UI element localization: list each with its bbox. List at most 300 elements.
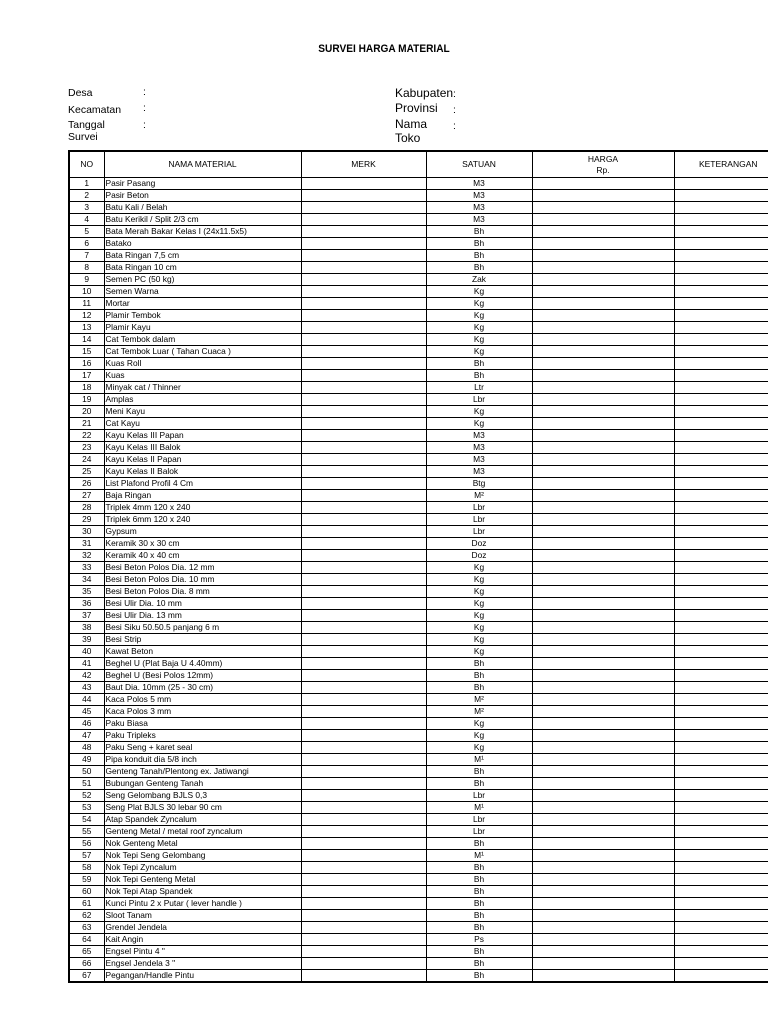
row-merk-cell[interactable] bbox=[301, 670, 426, 682]
row-merk-cell[interactable] bbox=[301, 622, 426, 634]
row-nama-material: Seng Plat BJLS 30 lebar 90 cm bbox=[104, 802, 301, 814]
row-no: 21 bbox=[69, 418, 104, 430]
row-merk-cell[interactable] bbox=[301, 202, 426, 214]
row-keterangan-cell[interactable] bbox=[674, 658, 768, 670]
row-no: 53 bbox=[69, 802, 104, 814]
row-merk-cell[interactable] bbox=[301, 730, 426, 742]
row-satuan: Kg bbox=[426, 598, 532, 610]
row-merk-cell[interactable] bbox=[301, 874, 426, 886]
row-merk-cell[interactable] bbox=[301, 718, 426, 730]
table-row bbox=[69, 886, 768, 898]
row-harga-cell[interactable] bbox=[532, 598, 674, 610]
row-harga-cell[interactable] bbox=[532, 814, 674, 826]
row-keterangan-cell[interactable] bbox=[674, 322, 768, 334]
row-nama-material: Nok Tepi Atap Spandek bbox=[104, 886, 301, 898]
row-keterangan-cell[interactable] bbox=[674, 718, 768, 730]
row-harga-cell[interactable] bbox=[532, 742, 674, 754]
row-nama-material: Cat Tembok dalam bbox=[104, 334, 301, 346]
row-satuan: Bh bbox=[426, 898, 532, 910]
row-merk-cell[interactable] bbox=[301, 658, 426, 670]
row-no: 32 bbox=[69, 550, 104, 562]
row-satuan: Bh bbox=[426, 838, 532, 850]
row-harga-cell[interactable] bbox=[532, 766, 674, 778]
row-harga-cell[interactable] bbox=[532, 490, 674, 502]
row-keterangan-cell[interactable] bbox=[674, 706, 768, 718]
row-satuan: Bh bbox=[426, 370, 532, 382]
row-keterangan-cell[interactable] bbox=[674, 214, 768, 226]
table-row bbox=[69, 550, 768, 562]
table-row bbox=[69, 706, 768, 718]
row-nama-material: Besi Ulir Dia. 10 mm bbox=[104, 598, 301, 610]
row-satuan: M3 bbox=[426, 442, 532, 454]
row-keterangan-cell[interactable] bbox=[674, 742, 768, 754]
row-harga-cell[interactable] bbox=[532, 574, 674, 586]
row-keterangan-cell[interactable] bbox=[674, 466, 768, 478]
row-keterangan-cell[interactable] bbox=[674, 418, 768, 430]
row-harga-cell[interactable] bbox=[532, 958, 674, 970]
row-keterangan-cell[interactable] bbox=[674, 298, 768, 310]
row-no: 22 bbox=[69, 430, 104, 442]
row-harga-cell[interactable] bbox=[532, 430, 674, 442]
row-satuan: Bh bbox=[426, 862, 532, 874]
row-harga-cell[interactable] bbox=[532, 274, 674, 286]
row-merk-cell[interactable] bbox=[301, 838, 426, 850]
row-satuan: Kg bbox=[426, 634, 532, 646]
row-keterangan-cell[interactable] bbox=[674, 934, 768, 946]
row-harga-cell[interactable] bbox=[532, 826, 674, 838]
row-harga-cell[interactable] bbox=[532, 190, 674, 202]
row-keterangan-cell[interactable] bbox=[674, 622, 768, 634]
row-harga-cell[interactable] bbox=[532, 394, 674, 406]
header-no: NO bbox=[69, 151, 104, 178]
row-merk-cell[interactable] bbox=[301, 682, 426, 694]
row-nama-material: Genteng Tanah/Plentong ex. Jatiwangi bbox=[104, 766, 301, 778]
row-harga-cell[interactable] bbox=[532, 466, 674, 478]
row-harga-cell[interactable] bbox=[532, 454, 674, 466]
row-no: 46 bbox=[69, 718, 104, 730]
row-satuan: Kg bbox=[426, 586, 532, 598]
row-satuan: M² bbox=[426, 694, 532, 706]
row-nama-material: Batu Kerikil / Split 2/3 cm bbox=[104, 214, 301, 226]
row-harga-cell[interactable] bbox=[532, 718, 674, 730]
row-merk-cell[interactable] bbox=[301, 454, 426, 466]
row-satuan: Lbr bbox=[426, 526, 532, 538]
row-keterangan-cell[interactable] bbox=[674, 958, 768, 970]
row-harga-cell[interactable] bbox=[532, 238, 674, 250]
row-merk-cell[interactable] bbox=[301, 850, 426, 862]
row-merk-cell[interactable] bbox=[301, 394, 426, 406]
row-merk-cell[interactable] bbox=[301, 442, 426, 454]
row-satuan: Btg bbox=[426, 478, 532, 490]
row-harga-cell[interactable] bbox=[532, 226, 674, 238]
row-harga-cell[interactable] bbox=[532, 730, 674, 742]
row-satuan: Kg bbox=[426, 610, 532, 622]
row-keterangan-cell[interactable] bbox=[674, 190, 768, 202]
row-merk-cell[interactable] bbox=[301, 478, 426, 490]
row-harga-cell[interactable] bbox=[532, 562, 674, 574]
label-kecamatan: Kecamatan bbox=[68, 104, 122, 116]
table-row bbox=[69, 526, 768, 538]
row-harga-cell[interactable] bbox=[532, 286, 674, 298]
row-nama-material: Bubungan Genteng Tanah bbox=[104, 778, 301, 790]
table-row bbox=[69, 850, 768, 862]
table-row bbox=[69, 574, 768, 586]
row-harga-cell[interactable] bbox=[532, 838, 674, 850]
row-keterangan-cell[interactable] bbox=[674, 874, 768, 886]
row-merk-cell[interactable] bbox=[301, 334, 426, 346]
row-harga-cell[interactable] bbox=[532, 526, 674, 538]
row-merk-cell[interactable] bbox=[301, 514, 426, 526]
row-harga-cell[interactable] bbox=[532, 910, 674, 922]
row-merk-cell[interactable] bbox=[301, 778, 426, 790]
row-harga-cell[interactable] bbox=[532, 346, 674, 358]
row-satuan: M¹ bbox=[426, 802, 532, 814]
row-harga-cell[interactable] bbox=[532, 502, 674, 514]
row-harga-cell[interactable] bbox=[532, 382, 674, 394]
table-row bbox=[69, 694, 768, 706]
row-no: 3 bbox=[69, 202, 104, 214]
row-keterangan-cell[interactable] bbox=[674, 802, 768, 814]
row-harga-cell[interactable] bbox=[532, 802, 674, 814]
row-merk-cell[interactable] bbox=[301, 694, 426, 706]
row-merk-cell[interactable] bbox=[301, 538, 426, 550]
table-row bbox=[69, 634, 768, 646]
table-row bbox=[69, 874, 768, 886]
row-no: 14 bbox=[69, 334, 104, 346]
row-no: 27 bbox=[69, 490, 104, 502]
row-nama-material: Kaca Polos 5 mm bbox=[104, 694, 301, 706]
row-keterangan-cell[interactable] bbox=[674, 178, 768, 190]
row-harga-cell[interactable] bbox=[532, 658, 674, 670]
row-satuan: Doz bbox=[426, 538, 532, 550]
row-keterangan-cell[interactable] bbox=[674, 478, 768, 490]
row-harga-cell[interactable] bbox=[532, 310, 674, 322]
row-nama-material: Kuas Roll bbox=[104, 358, 301, 370]
row-keterangan-cell[interactable] bbox=[674, 490, 768, 502]
row-keterangan-cell[interactable] bbox=[674, 766, 768, 778]
row-harga-cell[interactable] bbox=[532, 298, 674, 310]
row-merk-cell[interactable] bbox=[301, 322, 426, 334]
row-nama-material: Plamir Tembok bbox=[104, 310, 301, 322]
row-keterangan-cell[interactable] bbox=[674, 694, 768, 706]
row-merk-cell[interactable] bbox=[301, 802, 426, 814]
row-keterangan-cell[interactable] bbox=[674, 826, 768, 838]
row-merk-cell[interactable] bbox=[301, 898, 426, 910]
row-no: 9 bbox=[69, 274, 104, 286]
row-no: 56 bbox=[69, 838, 104, 850]
row-keterangan-cell[interactable] bbox=[674, 670, 768, 682]
row-harga-cell[interactable] bbox=[532, 358, 674, 370]
row-harga-cell[interactable] bbox=[532, 622, 674, 634]
row-keterangan-cell[interactable] bbox=[674, 646, 768, 658]
row-merk-cell[interactable] bbox=[301, 274, 426, 286]
row-keterangan-cell[interactable] bbox=[674, 514, 768, 526]
row-nama-material: Bata Merah Bakar Kelas I (24x11.5x5) bbox=[104, 226, 301, 238]
row-keterangan-cell[interactable] bbox=[674, 286, 768, 298]
row-harga-cell[interactable] bbox=[532, 586, 674, 598]
row-merk-cell[interactable] bbox=[301, 970, 426, 983]
row-merk-cell[interactable] bbox=[301, 826, 426, 838]
row-harga-cell[interactable] bbox=[532, 418, 674, 430]
row-satuan: Kg bbox=[426, 310, 532, 322]
row-keterangan-cell[interactable] bbox=[674, 922, 768, 934]
row-harga-cell[interactable] bbox=[532, 478, 674, 490]
row-merk-cell[interactable] bbox=[301, 178, 426, 190]
table-row bbox=[69, 718, 768, 730]
row-keterangan-cell[interactable] bbox=[674, 526, 768, 538]
row-keterangan-cell[interactable] bbox=[674, 814, 768, 826]
row-merk-cell[interactable] bbox=[301, 238, 426, 250]
row-keterangan-cell[interactable] bbox=[674, 610, 768, 622]
row-merk-cell[interactable] bbox=[301, 214, 426, 226]
row-keterangan-cell[interactable] bbox=[674, 430, 768, 442]
row-keterangan-cell[interactable] bbox=[674, 850, 768, 862]
row-merk-cell[interactable] bbox=[301, 574, 426, 586]
row-merk-cell[interactable] bbox=[301, 370, 426, 382]
row-merk-cell[interactable] bbox=[301, 766, 426, 778]
row-merk-cell[interactable] bbox=[301, 430, 426, 442]
row-no: 43 bbox=[69, 682, 104, 694]
row-keterangan-cell[interactable] bbox=[674, 910, 768, 922]
row-merk-cell[interactable] bbox=[301, 562, 426, 574]
row-merk-cell[interactable] bbox=[301, 406, 426, 418]
row-satuan: Bh bbox=[426, 358, 532, 370]
row-keterangan-cell[interactable] bbox=[674, 538, 768, 550]
row-nama-material: Batako bbox=[104, 238, 301, 250]
row-merk-cell[interactable] bbox=[301, 190, 426, 202]
row-harga-cell[interactable] bbox=[532, 262, 674, 274]
colon-desa: : bbox=[143, 86, 146, 98]
row-satuan: Bh bbox=[426, 682, 532, 694]
row-merk-cell[interactable] bbox=[301, 922, 426, 934]
row-keterangan-cell[interactable] bbox=[674, 790, 768, 802]
row-keterangan-cell[interactable] bbox=[674, 382, 768, 394]
row-harga-cell[interactable] bbox=[532, 754, 674, 766]
row-merk-cell[interactable] bbox=[301, 490, 426, 502]
row-merk-cell[interactable] bbox=[301, 226, 426, 238]
row-keterangan-cell[interactable] bbox=[674, 778, 768, 790]
row-no: 5 bbox=[69, 226, 104, 238]
row-keterangan-cell[interactable] bbox=[674, 562, 768, 574]
row-keterangan-cell[interactable] bbox=[674, 310, 768, 322]
row-satuan: M3 bbox=[426, 178, 532, 190]
row-merk-cell[interactable] bbox=[301, 886, 426, 898]
row-satuan: Ps bbox=[426, 934, 532, 946]
row-satuan: Bh bbox=[426, 262, 532, 274]
row-no: 16 bbox=[69, 358, 104, 370]
row-merk-cell[interactable] bbox=[301, 286, 426, 298]
row-no: 50 bbox=[69, 766, 104, 778]
row-harga-cell[interactable] bbox=[532, 550, 674, 562]
row-no: 6 bbox=[69, 238, 104, 250]
row-keterangan-cell[interactable] bbox=[674, 250, 768, 262]
row-merk-cell[interactable] bbox=[301, 586, 426, 598]
row-keterangan-cell[interactable] bbox=[674, 550, 768, 562]
row-harga-cell[interactable] bbox=[532, 898, 674, 910]
row-keterangan-cell[interactable] bbox=[674, 754, 768, 766]
row-harga-cell[interactable] bbox=[532, 850, 674, 862]
row-keterangan-cell[interactable] bbox=[674, 946, 768, 958]
row-harga-cell[interactable] bbox=[532, 790, 674, 802]
row-keterangan-cell[interactable] bbox=[674, 634, 768, 646]
row-keterangan-cell[interactable] bbox=[674, 442, 768, 454]
row-merk-cell[interactable] bbox=[301, 646, 426, 658]
row-merk-cell[interactable] bbox=[301, 262, 426, 274]
row-no: 49 bbox=[69, 754, 104, 766]
row-satuan: M3 bbox=[426, 466, 532, 478]
row-keterangan-cell[interactable] bbox=[674, 202, 768, 214]
table-row bbox=[69, 538, 768, 550]
row-keterangan-cell[interactable] bbox=[674, 586, 768, 598]
row-satuan: Bh bbox=[426, 250, 532, 262]
table-row bbox=[69, 226, 768, 238]
row-keterangan-cell[interactable] bbox=[674, 394, 768, 406]
row-no: 65 bbox=[69, 946, 104, 958]
row-nama-material: Cat Kayu bbox=[104, 418, 301, 430]
row-merk-cell[interactable] bbox=[301, 610, 426, 622]
row-harga-cell[interactable] bbox=[532, 862, 674, 874]
row-merk-cell[interactable] bbox=[301, 862, 426, 874]
row-merk-cell[interactable] bbox=[301, 910, 426, 922]
row-merk-cell[interactable] bbox=[301, 358, 426, 370]
row-no: 2 bbox=[69, 190, 104, 202]
row-harga-cell[interactable] bbox=[532, 178, 674, 190]
row-keterangan-cell[interactable] bbox=[674, 346, 768, 358]
row-merk-cell[interactable] bbox=[301, 742, 426, 754]
row-no: 15 bbox=[69, 346, 104, 358]
row-harga-cell[interactable] bbox=[532, 202, 674, 214]
row-harga-cell[interactable] bbox=[532, 706, 674, 718]
row-nama-material: Besi Strip bbox=[104, 634, 301, 646]
row-merk-cell[interactable] bbox=[301, 310, 426, 322]
row-harga-cell[interactable] bbox=[532, 670, 674, 682]
row-harga-cell[interactable] bbox=[532, 946, 674, 958]
table-row bbox=[69, 670, 768, 682]
row-harga-cell[interactable] bbox=[532, 634, 674, 646]
row-keterangan-cell[interactable] bbox=[674, 406, 768, 418]
row-keterangan-cell[interactable] bbox=[674, 898, 768, 910]
row-harga-cell[interactable] bbox=[532, 334, 674, 346]
row-keterangan-cell[interactable] bbox=[674, 358, 768, 370]
row-merk-cell[interactable] bbox=[301, 250, 426, 262]
label-provinsi: Provinsi bbox=[395, 101, 438, 115]
row-keterangan-cell[interactable] bbox=[674, 598, 768, 610]
row-no: 18 bbox=[69, 382, 104, 394]
table-body bbox=[69, 178, 768, 983]
row-harga-cell[interactable] bbox=[532, 610, 674, 622]
row-keterangan-cell[interactable] bbox=[674, 370, 768, 382]
row-satuan: Kg bbox=[426, 418, 532, 430]
table-row bbox=[69, 490, 768, 502]
row-nama-material: Nok Tepi Genteng Metal bbox=[104, 874, 301, 886]
row-satuan: Kg bbox=[426, 334, 532, 346]
row-merk-cell[interactable] bbox=[301, 466, 426, 478]
table-row bbox=[69, 502, 768, 514]
row-harga-cell[interactable] bbox=[532, 538, 674, 550]
row-harga-cell[interactable] bbox=[532, 934, 674, 946]
colon-tanggal: : bbox=[143, 119, 146, 131]
row-keterangan-cell[interactable] bbox=[674, 238, 768, 250]
row-harga-cell[interactable] bbox=[532, 646, 674, 658]
row-keterangan-cell[interactable] bbox=[674, 730, 768, 742]
row-harga-cell[interactable] bbox=[532, 682, 674, 694]
row-keterangan-cell[interactable] bbox=[674, 334, 768, 346]
row-merk-cell[interactable] bbox=[301, 706, 426, 718]
row-satuan: Bh bbox=[426, 970, 532, 983]
row-harga-cell[interactable] bbox=[532, 442, 674, 454]
row-harga-cell[interactable] bbox=[532, 778, 674, 790]
row-nama-material: Kayu Kelas III Balok bbox=[104, 442, 301, 454]
row-keterangan-cell[interactable] bbox=[674, 970, 768, 983]
row-harga-cell[interactable] bbox=[532, 214, 674, 226]
row-harga-cell[interactable] bbox=[532, 886, 674, 898]
row-keterangan-cell[interactable] bbox=[674, 226, 768, 238]
row-keterangan-cell[interactable] bbox=[674, 502, 768, 514]
row-merk-cell[interactable] bbox=[301, 418, 426, 430]
row-merk-cell[interactable] bbox=[301, 814, 426, 826]
row-no: 42 bbox=[69, 670, 104, 682]
row-harga-cell[interactable] bbox=[532, 370, 674, 382]
row-keterangan-cell[interactable] bbox=[674, 454, 768, 466]
row-nama-material: Besi Beton Polos Dia. 8 mm bbox=[104, 586, 301, 598]
row-merk-cell[interactable] bbox=[301, 526, 426, 538]
row-merk-cell[interactable] bbox=[301, 946, 426, 958]
row-satuan: Bh bbox=[426, 778, 532, 790]
row-merk-cell[interactable] bbox=[301, 550, 426, 562]
row-keterangan-cell[interactable] bbox=[674, 274, 768, 286]
row-keterangan-cell[interactable] bbox=[674, 574, 768, 586]
table-row bbox=[69, 406, 768, 418]
row-merk-cell[interactable] bbox=[301, 754, 426, 766]
row-satuan: Bh bbox=[426, 238, 532, 250]
row-satuan: Kg bbox=[426, 718, 532, 730]
row-harga-cell[interactable] bbox=[532, 694, 674, 706]
row-no: 4 bbox=[69, 214, 104, 226]
row-merk-cell[interactable] bbox=[301, 934, 426, 946]
row-merk-cell[interactable] bbox=[301, 382, 426, 394]
row-harga-cell[interactable] bbox=[532, 874, 674, 886]
row-harga-cell[interactable] bbox=[532, 514, 674, 526]
row-merk-cell[interactable] bbox=[301, 598, 426, 610]
row-merk-cell[interactable] bbox=[301, 958, 426, 970]
row-keterangan-cell[interactable] bbox=[674, 682, 768, 694]
row-no: 38 bbox=[69, 622, 104, 634]
row-satuan: Bh bbox=[426, 886, 532, 898]
row-no: 52 bbox=[69, 790, 104, 802]
row-nama-material: Beghel U (Plat Baja U 4.40mm) bbox=[104, 658, 301, 670]
row-merk-cell[interactable] bbox=[301, 298, 426, 310]
row-merk-cell[interactable] bbox=[301, 346, 426, 358]
row-nama-material: Triplek 6mm 120 x 240 bbox=[104, 514, 301, 526]
row-harga-cell[interactable] bbox=[532, 922, 674, 934]
row-harga-cell[interactable] bbox=[532, 322, 674, 334]
row-merk-cell[interactable] bbox=[301, 502, 426, 514]
row-nama-material: Sloot Tanam bbox=[104, 910, 301, 922]
row-harga-cell[interactable] bbox=[532, 250, 674, 262]
row-no: 20 bbox=[69, 406, 104, 418]
row-harga-cell[interactable] bbox=[532, 406, 674, 418]
row-merk-cell[interactable] bbox=[301, 634, 426, 646]
row-keterangan-cell[interactable] bbox=[674, 862, 768, 874]
row-keterangan-cell[interactable] bbox=[674, 262, 768, 274]
row-keterangan-cell[interactable] bbox=[674, 886, 768, 898]
row-merk-cell[interactable] bbox=[301, 790, 426, 802]
table-row bbox=[69, 610, 768, 622]
row-harga-cell[interactable] bbox=[532, 970, 674, 983]
table-row bbox=[69, 658, 768, 670]
row-keterangan-cell[interactable] bbox=[674, 838, 768, 850]
row-no: 64 bbox=[69, 934, 104, 946]
